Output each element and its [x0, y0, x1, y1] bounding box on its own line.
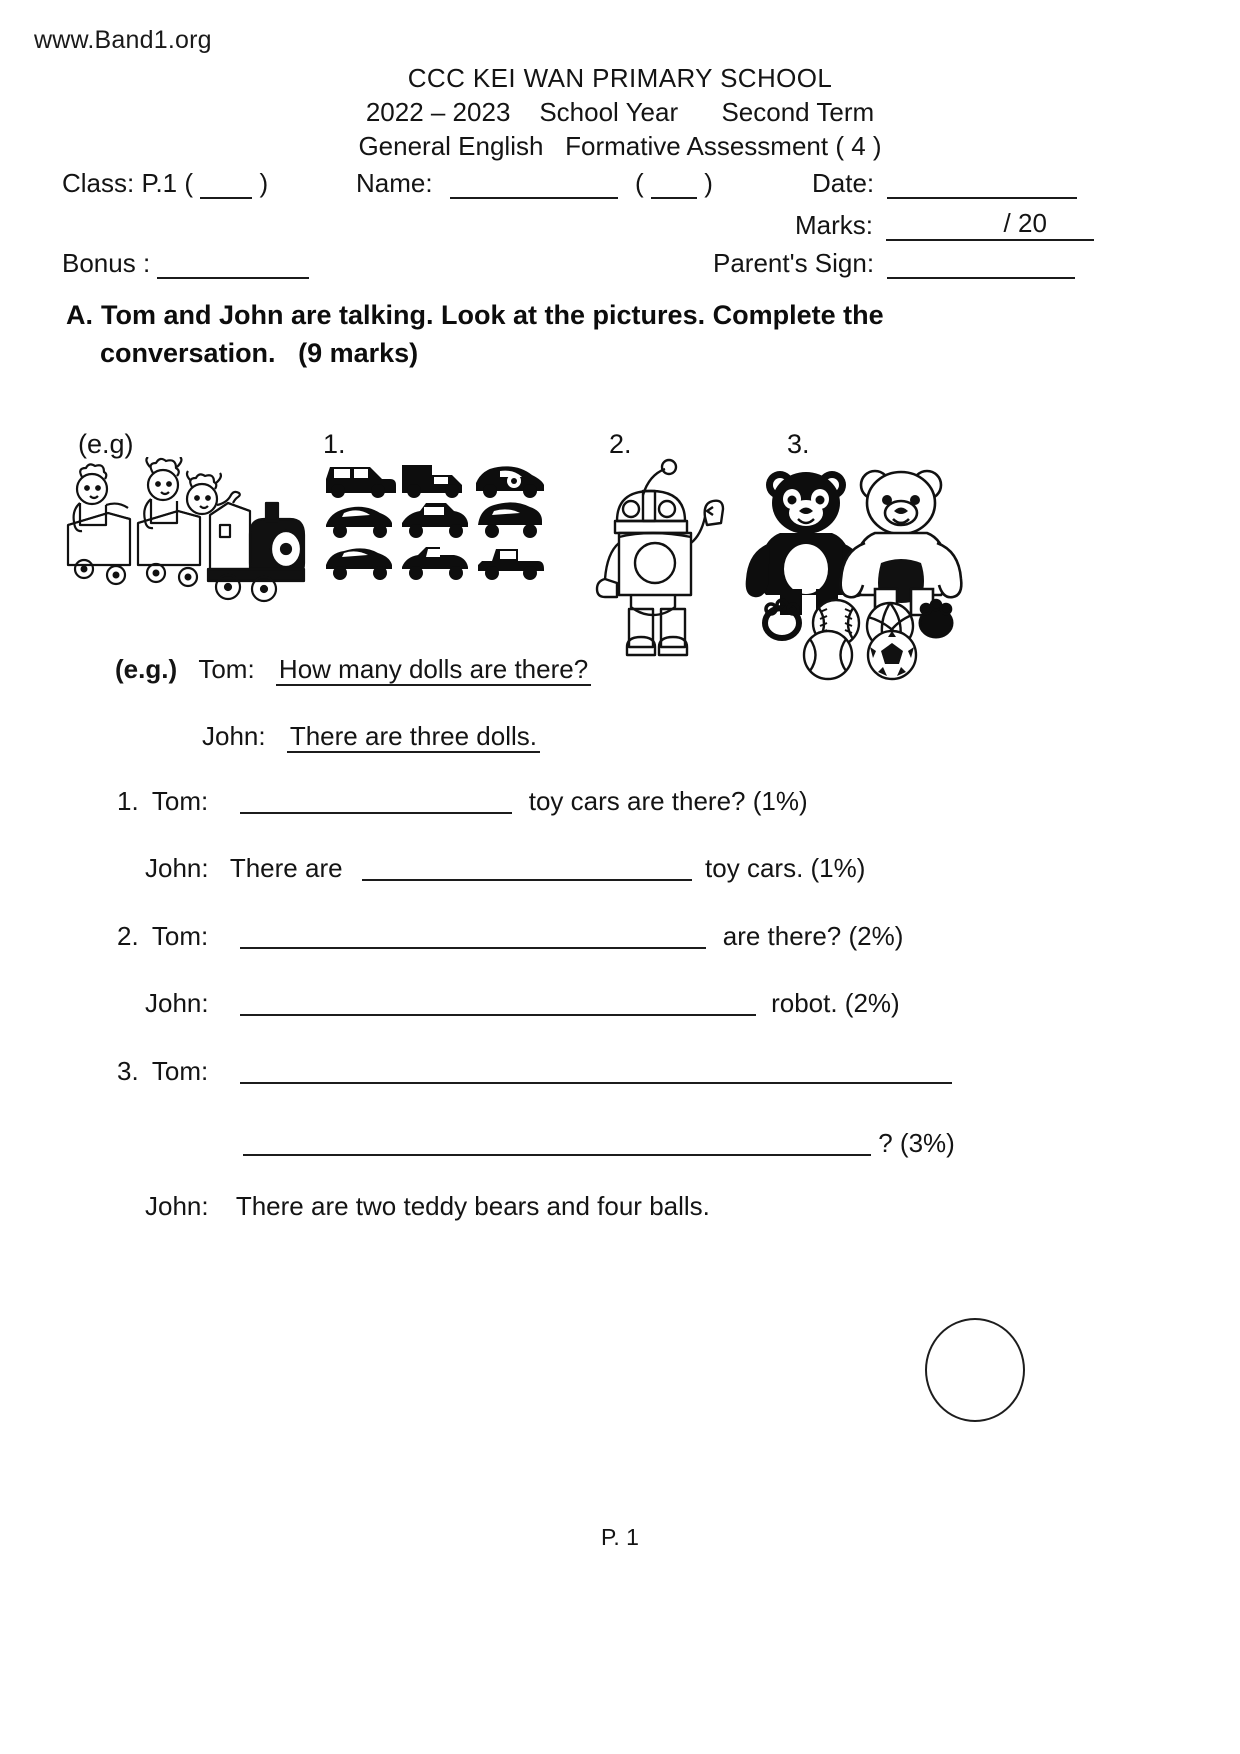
section-a-marks: (9 marks): [298, 338, 419, 369]
q1-john-head: There are: [229, 853, 343, 883]
term-label: Second Term: [721, 96, 875, 127]
q2-john-speaker: John:: [145, 988, 209, 1018]
class-label: Class: P.1 (: [62, 168, 194, 198]
q1-john-blank[interactable]: [362, 857, 692, 881]
robot-image: [595, 451, 725, 671]
q3-john-line: [145, 1193, 710, 1219]
lower-balls-image: [800, 625, 930, 690]
school-year-line: [0, 96, 1240, 130]
date-label: Date:: [812, 168, 875, 198]
name-label: Name:: [356, 168, 433, 198]
q3-tom-line: [117, 1058, 952, 1084]
toy-train-with-dolls-image: [60, 457, 310, 622]
example-john-speaker: John:: [202, 721, 266, 751]
q3-john-answer: There are two teddy bears and four balls.: [235, 1191, 710, 1221]
q3-tom-blank-line2[interactable]: [243, 1132, 871, 1156]
marks-input[interactable]: [886, 208, 1094, 241]
section-a-letter: A.: [66, 300, 93, 330]
q1-john-line: [145, 855, 865, 881]
name-bracket-open: (: [635, 168, 644, 198]
teacher-stamp-circle: [925, 1318, 1025, 1422]
subject-label: General English: [358, 130, 544, 161]
q1-tom-line: [117, 788, 808, 814]
marks-label: Marks:: [795, 210, 873, 240]
name-input[interactable]: [450, 177, 618, 199]
date-field: [812, 168, 1077, 199]
site-url-watermark: www.Band1.org: [34, 26, 212, 54]
section-a-line2: conversation.: [100, 338, 276, 369]
parent-sign-field: [713, 248, 1075, 279]
picture-label-example: (e.g): [78, 429, 134, 459]
q2-john-line: [145, 990, 900, 1016]
q2-john-tail: robot. (2%): [771, 988, 900, 1018]
q1-tom-speaker: Tom:: [151, 786, 209, 816]
q2-tom-speaker: Tom:: [151, 921, 209, 951]
subject-line: [0, 130, 1240, 164]
q1-john-speaker: John:: [145, 853, 209, 883]
parent-sign-label: Parent's Sign:: [713, 248, 875, 278]
name-field: [356, 168, 713, 199]
parent-sign-input[interactable]: [887, 257, 1075, 279]
q1-tom-blank[interactable]: [240, 790, 512, 814]
section-a-heading: [66, 296, 1086, 373]
section-a-line2-wrap: [66, 334, 1086, 372]
example-tag: (e.g.): [115, 654, 178, 684]
marks-total: / 20: [1003, 208, 1047, 238]
picture-label-1: 1.: [323, 429, 346, 459]
date-input[interactable]: [887, 177, 1077, 199]
class-field: [62, 168, 268, 199]
q3-tom-tail: ? (3%): [878, 1128, 955, 1158]
picture-label-3: 3.: [787, 429, 810, 459]
q2-tom-tail: are there? (2%): [722, 921, 904, 951]
bonus-label: Bonus :: [62, 248, 151, 278]
q2-tom-line: [117, 923, 903, 949]
picture-label-2: 2.: [609, 429, 632, 459]
q2-john-blank[interactable]: [240, 992, 756, 1016]
bonus-input[interactable]: [157, 257, 309, 279]
baseball-2: [804, 631, 852, 679]
example-john-line: [202, 723, 540, 753]
soccer-ball: [868, 631, 916, 679]
school-year: 2022 – 2023: [365, 96, 511, 127]
example-tom-line: [115, 656, 591, 686]
q3-tom-speaker: Tom:: [151, 1056, 209, 1086]
page-number: P. 1: [601, 1524, 639, 1550]
q2-tom-blank[interactable]: [240, 925, 706, 949]
school-header: [0, 62, 1240, 163]
q1-john-tail: toy cars. (1%): [705, 853, 866, 883]
toy-cars-image: [322, 457, 552, 592]
q3-john-speaker: John:: [145, 1191, 209, 1221]
example-tom-answer: How many dolls are there?: [276, 656, 591, 686]
class-bracket-close: ): [259, 168, 269, 198]
school-name: CCC KEI WAN PRIMARY SCHOOL: [407, 63, 833, 93]
q3-number: 3.: [117, 1056, 139, 1086]
name-bracket-close: ): [704, 168, 713, 198]
q1-number: 1.: [117, 786, 139, 816]
q3-tom-line2: [243, 1130, 955, 1156]
name-number-input[interactable]: [651, 177, 697, 199]
school-year-label: School Year: [539, 96, 679, 127]
q3-tom-blank-line1[interactable]: [240, 1060, 952, 1084]
example-john-answer: There are three dolls.: [287, 723, 540, 753]
bonus-field: [62, 248, 309, 279]
class-input[interactable]: [200, 177, 252, 199]
assessment-label: Formative Assessment ( 4 ): [565, 130, 882, 161]
section-a-line1: Tom and John are talking. Look at the pictures. Complete the: [101, 300, 884, 330]
example-tom-speaker: Tom:: [198, 654, 255, 684]
marks-field: [795, 208, 1094, 241]
q2-number: 2.: [117, 921, 139, 951]
picture-strip: [0, 415, 1240, 684]
q1-tom-tail: toy cars are there? (1%): [528, 786, 808, 816]
